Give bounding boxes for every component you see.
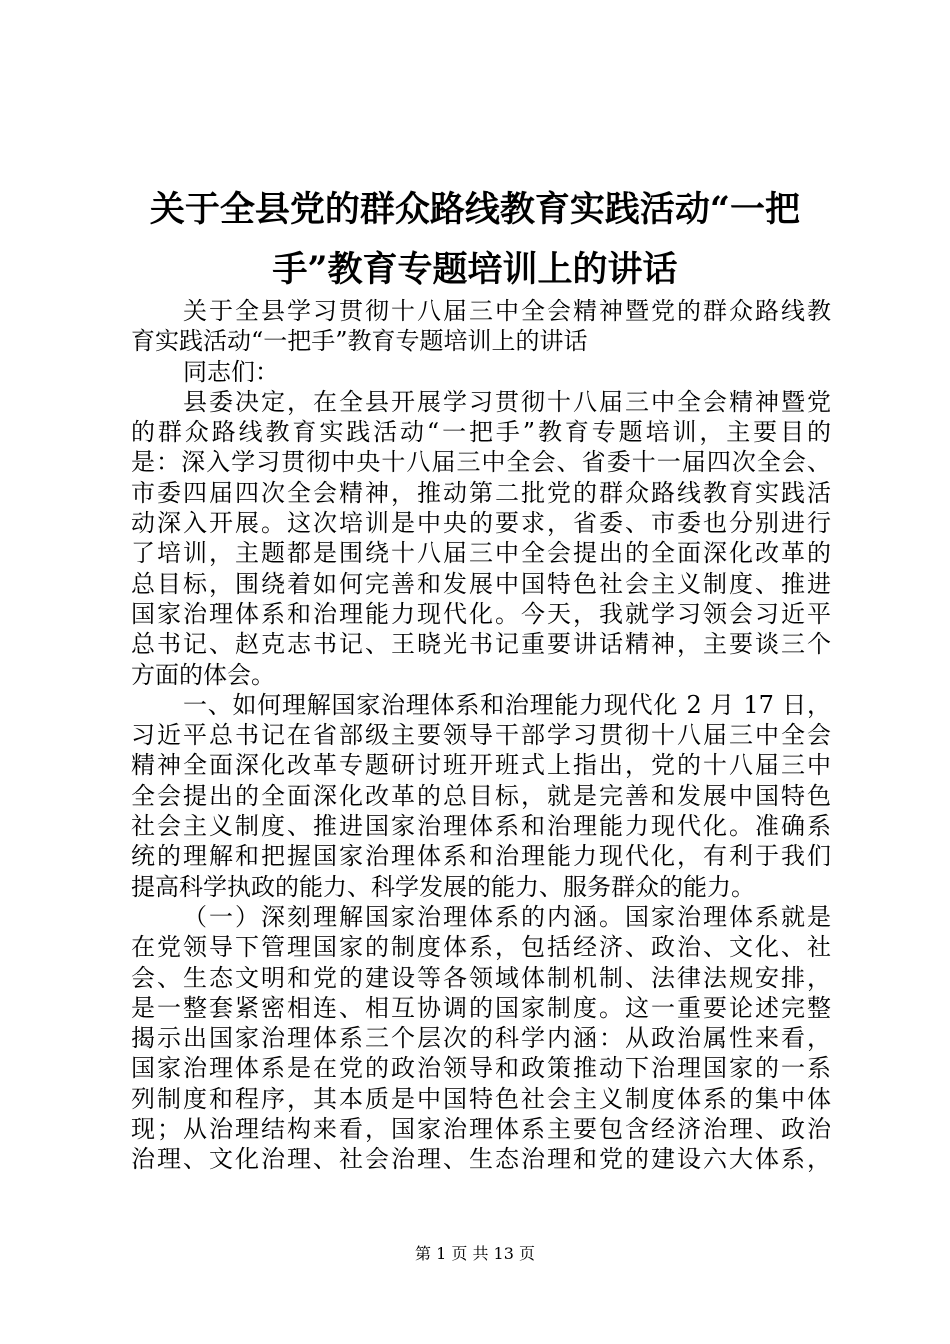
body-line: 习近平总书记在省部级主要领导干部学习贯彻十八届三中全会	[131, 721, 831, 750]
body-line: 揭示出国家治理体系三个层次的科学内涵：从政治属性来看，	[131, 1024, 831, 1053]
body-line: 国家治理体系和治理能力现代化。今天，我就学习领会习近平	[131, 599, 831, 628]
document-title-line-2: 手”教育专题培训上的讲话	[272, 249, 678, 290]
body-line: 现；从治理结构来看，国家治理体系主要包含经济治理、政治	[131, 1115, 831, 1144]
body-line: 在党领导下管理国家的制度体系，包括经济、政治、文化、社	[131, 933, 831, 962]
body-line: 的群众路线教育实践活动“一把手”教育专题培训，主要目的	[131, 418, 831, 447]
body-line: 市委四届四次全会精神，推动第二批党的群众路线教育实践活	[131, 478, 831, 507]
body-line: 总目标，围绕着如何完善和发展中国特色社会主义制度、推进	[131, 569, 831, 598]
body-line: 是：深入学习贯彻中央十八届三中全会、省委十一届四次全会、	[131, 448, 831, 477]
body-line: 关于全县学习贯彻十八届三中全会精神暨党的群众路线教	[183, 297, 831, 325]
body-line: 治理、文化治理、社会治理、生态治理和党的建设六大体系，	[131, 1145, 831, 1174]
body-line: 了培训，主题都是围绕十八届三中全会提出的全面深化改革的	[131, 539, 831, 568]
body-line: 列制度和程序，其本质是中国特色社会主义制度体系的集中体	[131, 1084, 831, 1113]
body-line: （一）深刻理解国家治理体系的内涵。国家治理体系就是	[183, 902, 831, 931]
document-title-line-1: 关于全县党的群众路线教育实践活动“一把	[149, 189, 801, 230]
body-line: 县委决定，在全县开展学习贯彻十八届三中全会精神暨党	[183, 387, 831, 416]
document-body	[131, 296, 831, 1175]
body-line: 全会提出的全面深化改革的总目标，就是完善和发展中国特色	[131, 781, 831, 810]
body-line: 社会主义制度、推进国家治理体系和治理能力现代化。准确系	[131, 812, 831, 841]
body-line: 动深入开展。这次培训是中央的要求，省委、市委也分别进行	[131, 509, 831, 538]
body-line: 国家治理体系是在党的政治领导和政策推动下治理国家的一系	[131, 1054, 831, 1083]
body-line: 提高科学执政的能力、科学发展的能力、服务群众的能力。	[131, 872, 755, 901]
body-line: 总书记、赵克志书记、王晓光书记重要讲话精神，主要谈三个	[131, 630, 831, 659]
body-line: 统的理解和把握国家治理体系和治理能力现代化，有利于我们	[131, 842, 831, 871]
body-line: 一、如何理解国家治理体系和治理能力现代化 2 月 17 日，	[183, 690, 831, 719]
page-number-footer: 第 1 页 共 13 页	[415, 1244, 535, 1263]
body-line: 是一整套紧密相连、相互协调的国家制度。这一重要论述完整	[131, 993, 831, 1022]
body-line: 精神全面深化改革专题研讨班开班式上指出，党的十八届三中	[131, 751, 831, 780]
body-line: 育实践活动“一把手”教育专题培训上的讲话	[131, 327, 588, 356]
body-line: 方面的体会。	[131, 660, 275, 689]
body-line: 同志们：	[183, 357, 279, 386]
body-line: 会、生态文明和党的建设等各领域体制机制、法律法规安排，	[131, 963, 831, 992]
